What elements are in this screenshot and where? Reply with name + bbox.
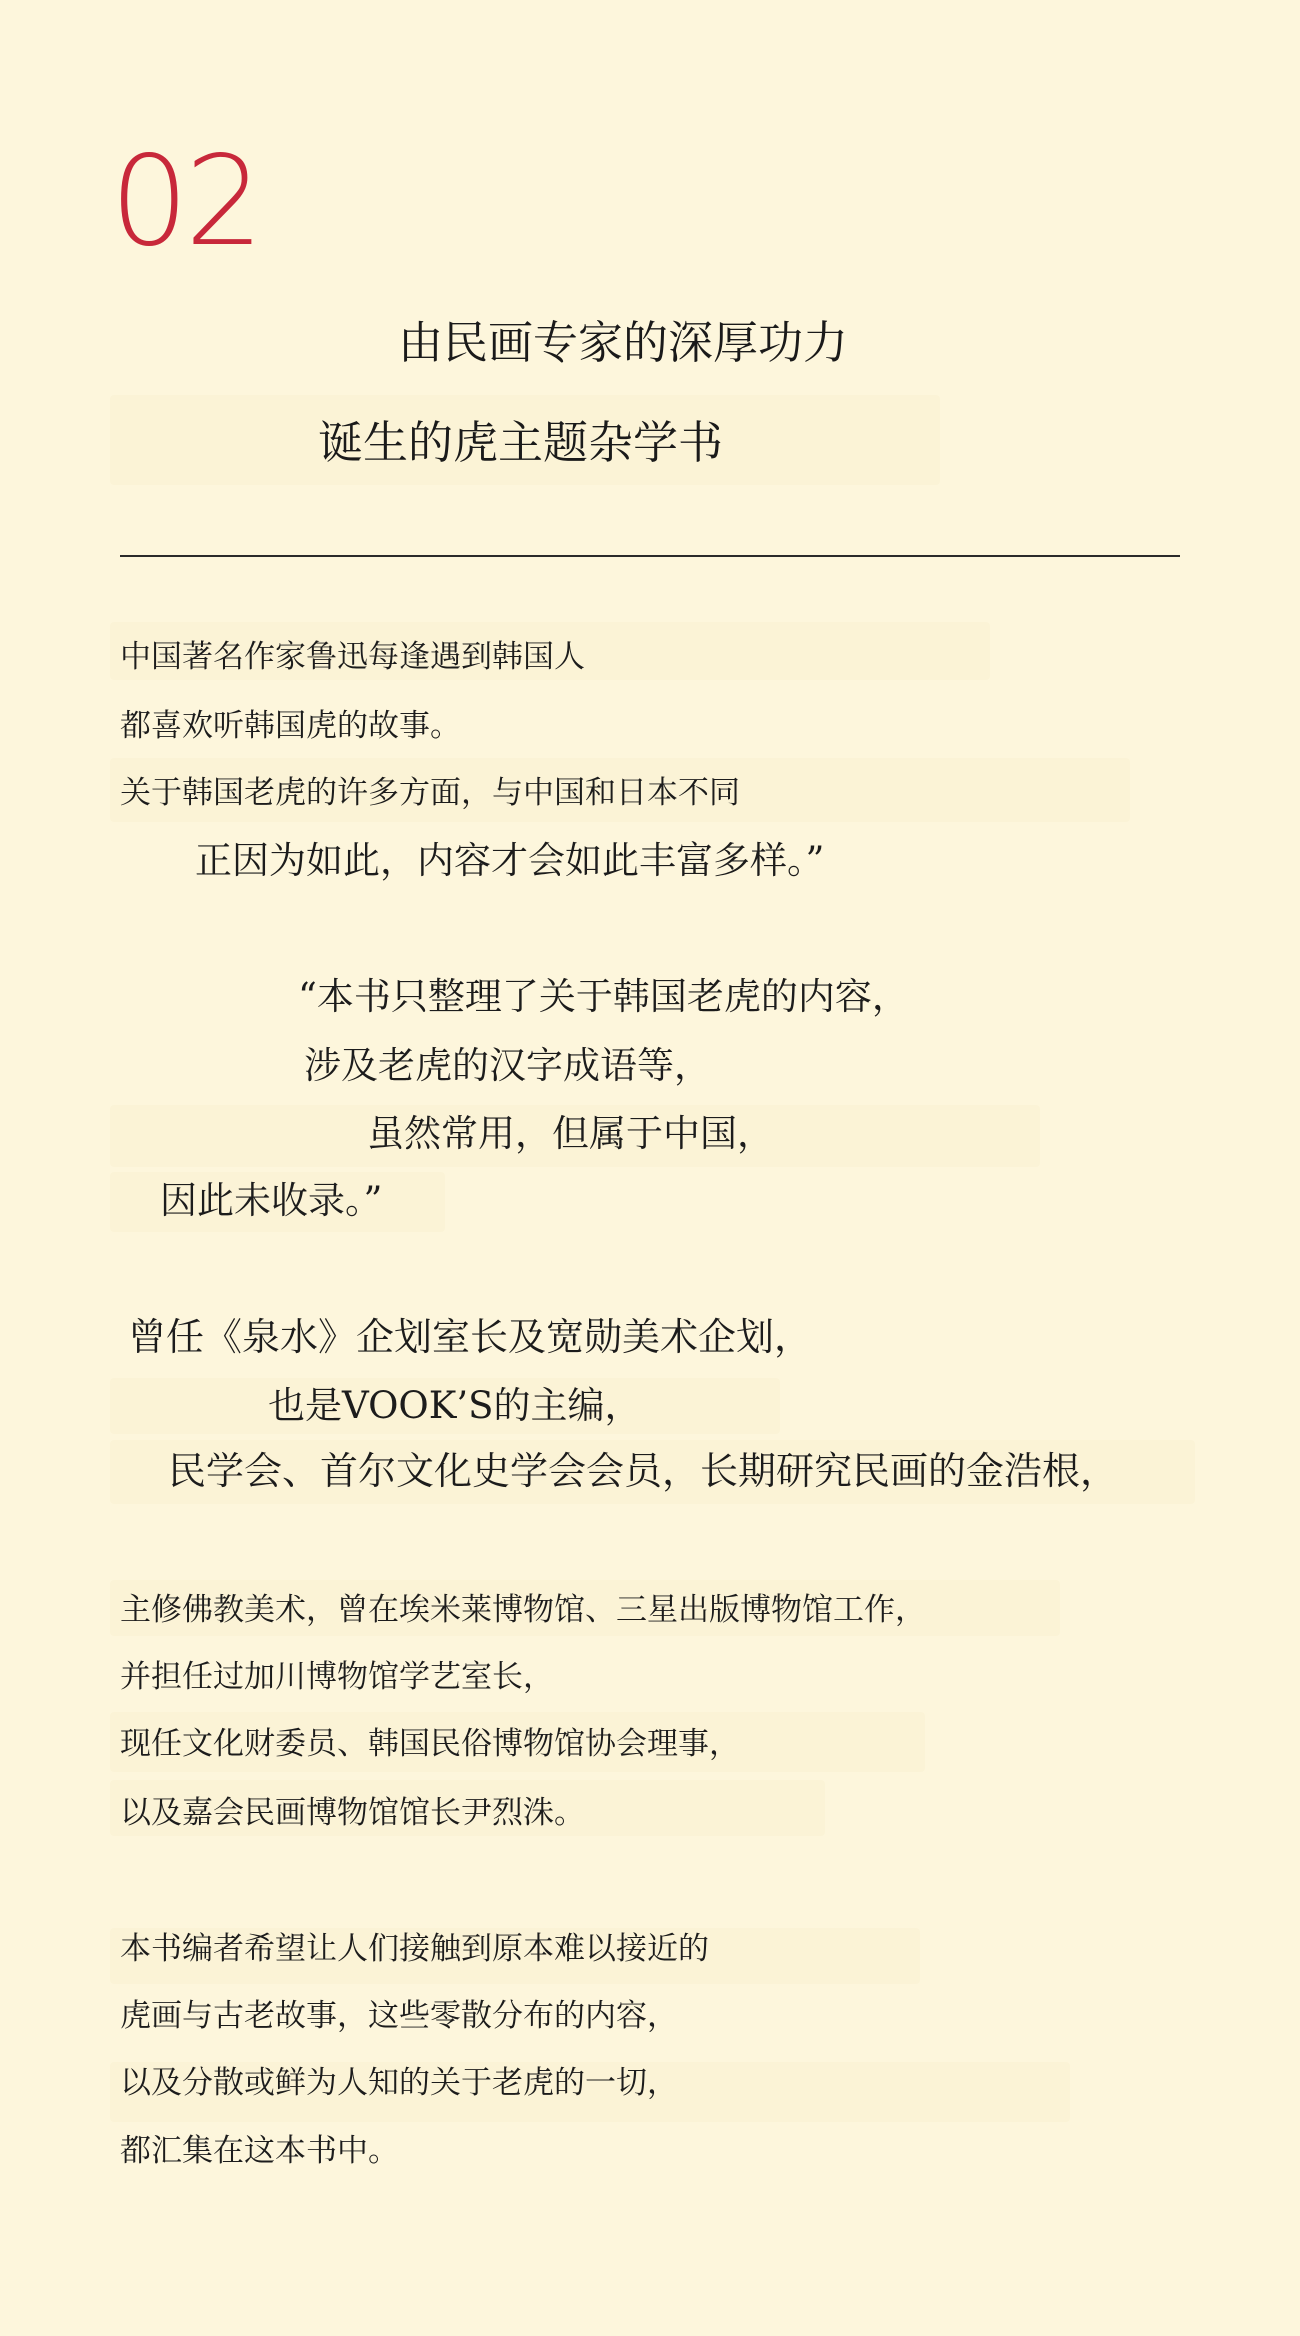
paragraph4-line-4: 都汇集在这本书中。 <box>120 2133 399 2169</box>
title-line-1: 由民画专家的深厚功力 <box>398 316 849 369</box>
paragraph1-line-4: 正因为如此，内容才会如此丰富多样。” <box>195 839 825 882</box>
paragraph3-line-4: 以及嘉会民画博物馆馆长尹烈洙。 <box>120 1795 585 1831</box>
title-line-2: 诞生的虎主题杂学书 <box>318 416 724 469</box>
paragraph4-line-2: 虎画与古老故事，这些零散分布的内容， <box>120 1998 678 2034</box>
quote-line-4: 因此未收录。” <box>160 1179 383 1222</box>
section-number: 02 <box>110 130 260 274</box>
paragraph1-line-2: 都喜欢听韩国虎的故事。 <box>120 708 461 744</box>
paragraph1-line-1: 中国著名作家鲁迅每逢遇到韩国人 <box>120 639 585 675</box>
paragraph1-line-3: 关于韩国老虎的许多方面，与中国和日本不同 <box>120 775 740 811</box>
paragraph3-line-2: 并担任过加川博物馆学艺室长， <box>120 1659 554 1695</box>
paragraph2-line-2: 也是VOOK’S的主编， <box>268 1384 642 1427</box>
paragraph4-line-1: 本书编者希望让人们接触到原本难以接近的 <box>120 1931 709 1967</box>
paragraph3-line-3: 现任文化财委员、韩国民俗博物馆协会理事， <box>120 1726 740 1762</box>
quote-line-3: 虽然常用，但属于中国， <box>367 1112 774 1155</box>
quote-line-2: 涉及老虎的汉字成语等， <box>304 1044 711 1087</box>
quote-line-1: “本书只整理了关于韩国老虎的内容， <box>298 975 909 1018</box>
paragraph4-line-3: 以及分散或鲜为人知的关于老虎的一切， <box>120 2065 678 2101</box>
paragraph2-line-3: 民学会、首尔文化史学会会员，长期研究民画的金浩根， <box>168 1449 1119 1493</box>
paragraph2-line-1: 曾任《泉水》企划室长及宽勋美术企划， <box>128 1315 813 1359</box>
divider-rule <box>120 555 1180 557</box>
paragraph3-line-1: 主修佛教美术，曾在埃米莱博物馆、三星出版博物馆工作， <box>120 1592 926 1628</box>
